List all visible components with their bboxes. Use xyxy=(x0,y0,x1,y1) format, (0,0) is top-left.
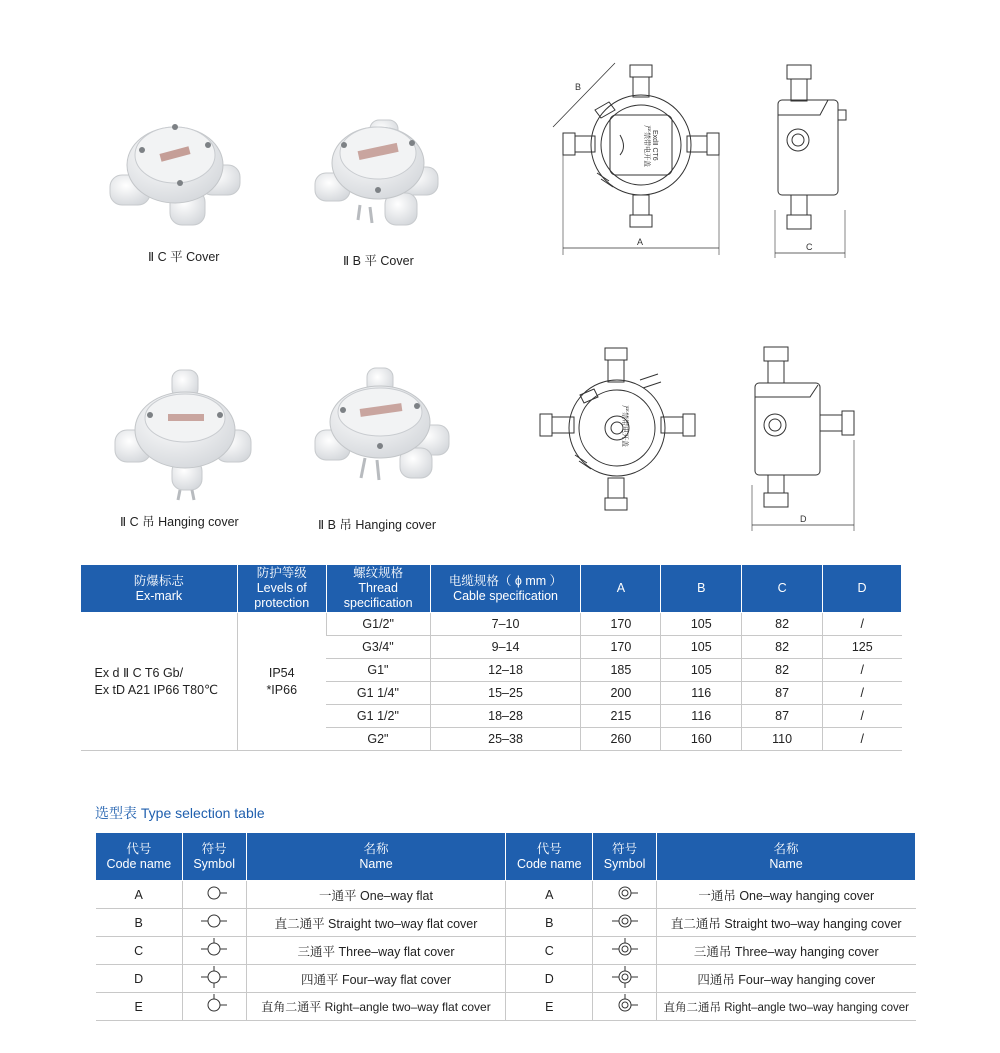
spec-thread: G3/4" xyxy=(326,636,430,659)
name-flat: 三通平 Three–way flat cover xyxy=(246,937,506,965)
right-angle-two-way-hanging-symbol-icon xyxy=(610,994,640,1019)
spec-d: / xyxy=(823,682,902,705)
dim-label-a: A xyxy=(637,237,644,247)
symbol-hanging xyxy=(593,993,657,1021)
plate-text-2: ExdⅡ CT6 xyxy=(651,130,658,161)
spec-header-row xyxy=(81,565,902,613)
straight-two-way-flat-symbol-icon xyxy=(199,910,229,935)
straight-two-way-hanging-symbol-icon xyxy=(610,910,640,935)
selection-header-row xyxy=(96,833,916,881)
sel-header-code-right: 代号 Code name xyxy=(506,833,593,881)
photo-iib-hanging xyxy=(305,360,455,505)
name-flat: 四通平 Four–way flat cover xyxy=(246,965,506,993)
selection-table xyxy=(95,832,916,1021)
code-flat: B xyxy=(96,909,183,937)
code-flat: D xyxy=(96,965,183,993)
spec-table xyxy=(80,564,902,751)
spec-c: 82 xyxy=(742,636,823,659)
spec-d: 125 xyxy=(823,636,902,659)
code-flat: C xyxy=(96,937,183,965)
code-hanging: B xyxy=(506,909,593,937)
spec-header-cable: 电缆规格（ ϕ mm ） Cable specification xyxy=(430,565,581,613)
name-hanging: 一通吊 One–way hanging cover xyxy=(657,881,916,909)
spec-thread: G1/2" xyxy=(326,613,430,636)
spec-d: / xyxy=(823,659,902,682)
spec-a: 185 xyxy=(581,659,661,682)
spec-d: / xyxy=(823,728,902,751)
selection-row xyxy=(96,993,916,1021)
name-flat: 直角二通平 Right–angle two–way flat cover xyxy=(246,993,506,1021)
symbol-flat xyxy=(182,993,246,1021)
spec-d: / xyxy=(823,613,902,636)
sel-header-code-left: 代号 Code name xyxy=(96,833,183,881)
dim-label-b: B xyxy=(575,82,582,92)
dim-label-d: D xyxy=(800,514,807,524)
caption-iic-flat: Ⅱ C 平 Cover xyxy=(148,250,220,264)
spec-cable: 15–25 xyxy=(430,682,581,705)
three-way-flat-symbol-icon xyxy=(199,938,229,963)
spec-thread: G2" xyxy=(326,728,430,751)
selection-row xyxy=(96,881,916,909)
three-way-hanging-symbol-icon xyxy=(610,938,640,963)
plate-text-hang: 严禁带电开盖 xyxy=(621,405,628,447)
sel-header-symbol-left: 符号 Symbol xyxy=(182,833,246,881)
spec-protection-cell: IP54 *IP66 xyxy=(237,613,326,751)
drawing-hanging-front xyxy=(535,340,725,525)
spec-b: 116 xyxy=(661,705,742,728)
spec-header-thread: 螺纹规格 Thread specification xyxy=(326,565,430,613)
spec-cable: 12–18 xyxy=(430,659,581,682)
dim-label-c: C xyxy=(806,242,813,252)
name-hanging: 直角二通吊 Right–angle two–way hanging cover xyxy=(657,993,916,1021)
spec-b: 105 xyxy=(661,613,742,636)
spec-c: 82 xyxy=(742,659,823,682)
code-hanging: A xyxy=(506,881,593,909)
spec-row xyxy=(81,613,902,636)
symbol-hanging xyxy=(593,937,657,965)
right-angle-two-way-flat-symbol-icon xyxy=(199,994,229,1019)
spec-header-c: C xyxy=(742,565,823,613)
spec-header-exmark: 防爆标志 Ex-mark xyxy=(81,565,238,613)
symbol-flat xyxy=(182,881,246,909)
name-hanging: 四通吊 Four–way hanging cover xyxy=(657,965,916,993)
spec-c: 87 xyxy=(742,705,823,728)
selection-title: 选型表 Type selection table xyxy=(95,805,265,821)
spec-c: 82 xyxy=(742,613,823,636)
symbol-hanging xyxy=(593,881,657,909)
selection-row xyxy=(96,909,916,937)
spec-header-a: A xyxy=(581,565,661,613)
spec-c: 87 xyxy=(742,682,823,705)
code-hanging: E xyxy=(506,993,593,1021)
caption-iic-hanging: Ⅱ C 吊 Hanging cover xyxy=(120,515,239,529)
spec-a: 170 xyxy=(581,636,661,659)
symbol-flat xyxy=(182,965,246,993)
spec-cable: 18–28 xyxy=(430,705,581,728)
one-way-hanging-symbol-icon xyxy=(610,882,640,907)
spec-b: 105 xyxy=(661,659,742,682)
spec-b: 160 xyxy=(661,728,742,751)
four-way-flat-symbol-icon xyxy=(199,966,229,991)
sel-header-name-left: 名称 Name xyxy=(246,833,506,881)
code-hanging: C xyxy=(506,937,593,965)
spec-cable: 9–14 xyxy=(430,636,581,659)
name-flat: 直二通平 Straight two–way flat cover xyxy=(246,909,506,937)
spec-thread: G1" xyxy=(326,659,430,682)
spec-a: 215 xyxy=(581,705,661,728)
symbol-hanging xyxy=(593,909,657,937)
photo-iic-flat xyxy=(100,105,250,240)
symbol-flat xyxy=(182,937,246,965)
drawing-flat-side xyxy=(770,60,850,260)
drawing-hanging-side xyxy=(750,345,860,535)
spec-c: 110 xyxy=(742,728,823,751)
selection-row xyxy=(96,965,916,993)
name-flat: 一通平 One–way flat xyxy=(246,881,506,909)
spec-header-d: D xyxy=(823,565,902,613)
spec-header-protection: 防护等级 Levels of protection xyxy=(237,565,326,613)
photo-iib-flat xyxy=(300,105,450,240)
code-flat: E xyxy=(96,993,183,1021)
spec-b: 105 xyxy=(661,636,742,659)
spec-a: 200 xyxy=(581,682,661,705)
name-hanging: 三通吊 Three–way hanging cover xyxy=(657,937,916,965)
spec-cable: 25–38 xyxy=(430,728,581,751)
sel-header-symbol-right: 符号 Symbol xyxy=(593,833,657,881)
spec-thread: G1 1/2" xyxy=(326,705,430,728)
spec-thread: G1 1/4" xyxy=(326,682,430,705)
sel-header-name-right: 名称 Name xyxy=(657,833,916,881)
caption-iib-hanging: Ⅱ B 吊 Hanging cover xyxy=(318,518,437,532)
photo-iic-hanging xyxy=(110,360,260,505)
spec-a: 260 xyxy=(581,728,661,751)
symbol-flat xyxy=(182,909,246,937)
spec-header-b: B xyxy=(661,565,742,613)
drawing-flat-front xyxy=(545,55,735,260)
caption-iib-flat: Ⅱ B 平 Cover xyxy=(343,254,414,268)
code-flat: A xyxy=(96,881,183,909)
spec-a: 170 xyxy=(581,613,661,636)
spec-exmark-cell: Ex d Ⅱ C T6 Gb/ Ex tD A21 IP66 T80℃ xyxy=(81,613,238,751)
symbol-hanging xyxy=(593,965,657,993)
code-hanging: D xyxy=(506,965,593,993)
spec-b: 116 xyxy=(661,682,742,705)
spec-d: / xyxy=(823,705,902,728)
selection-row xyxy=(96,937,916,965)
one-way-flat-symbol-icon xyxy=(199,882,229,907)
name-hanging: 直二通吊 Straight two–way hanging cover xyxy=(657,909,916,937)
four-way-hanging-symbol-icon xyxy=(610,966,640,991)
spec-cable: 7–10 xyxy=(430,613,581,636)
plate-text-1: 严禁带电开盖 xyxy=(643,125,650,167)
